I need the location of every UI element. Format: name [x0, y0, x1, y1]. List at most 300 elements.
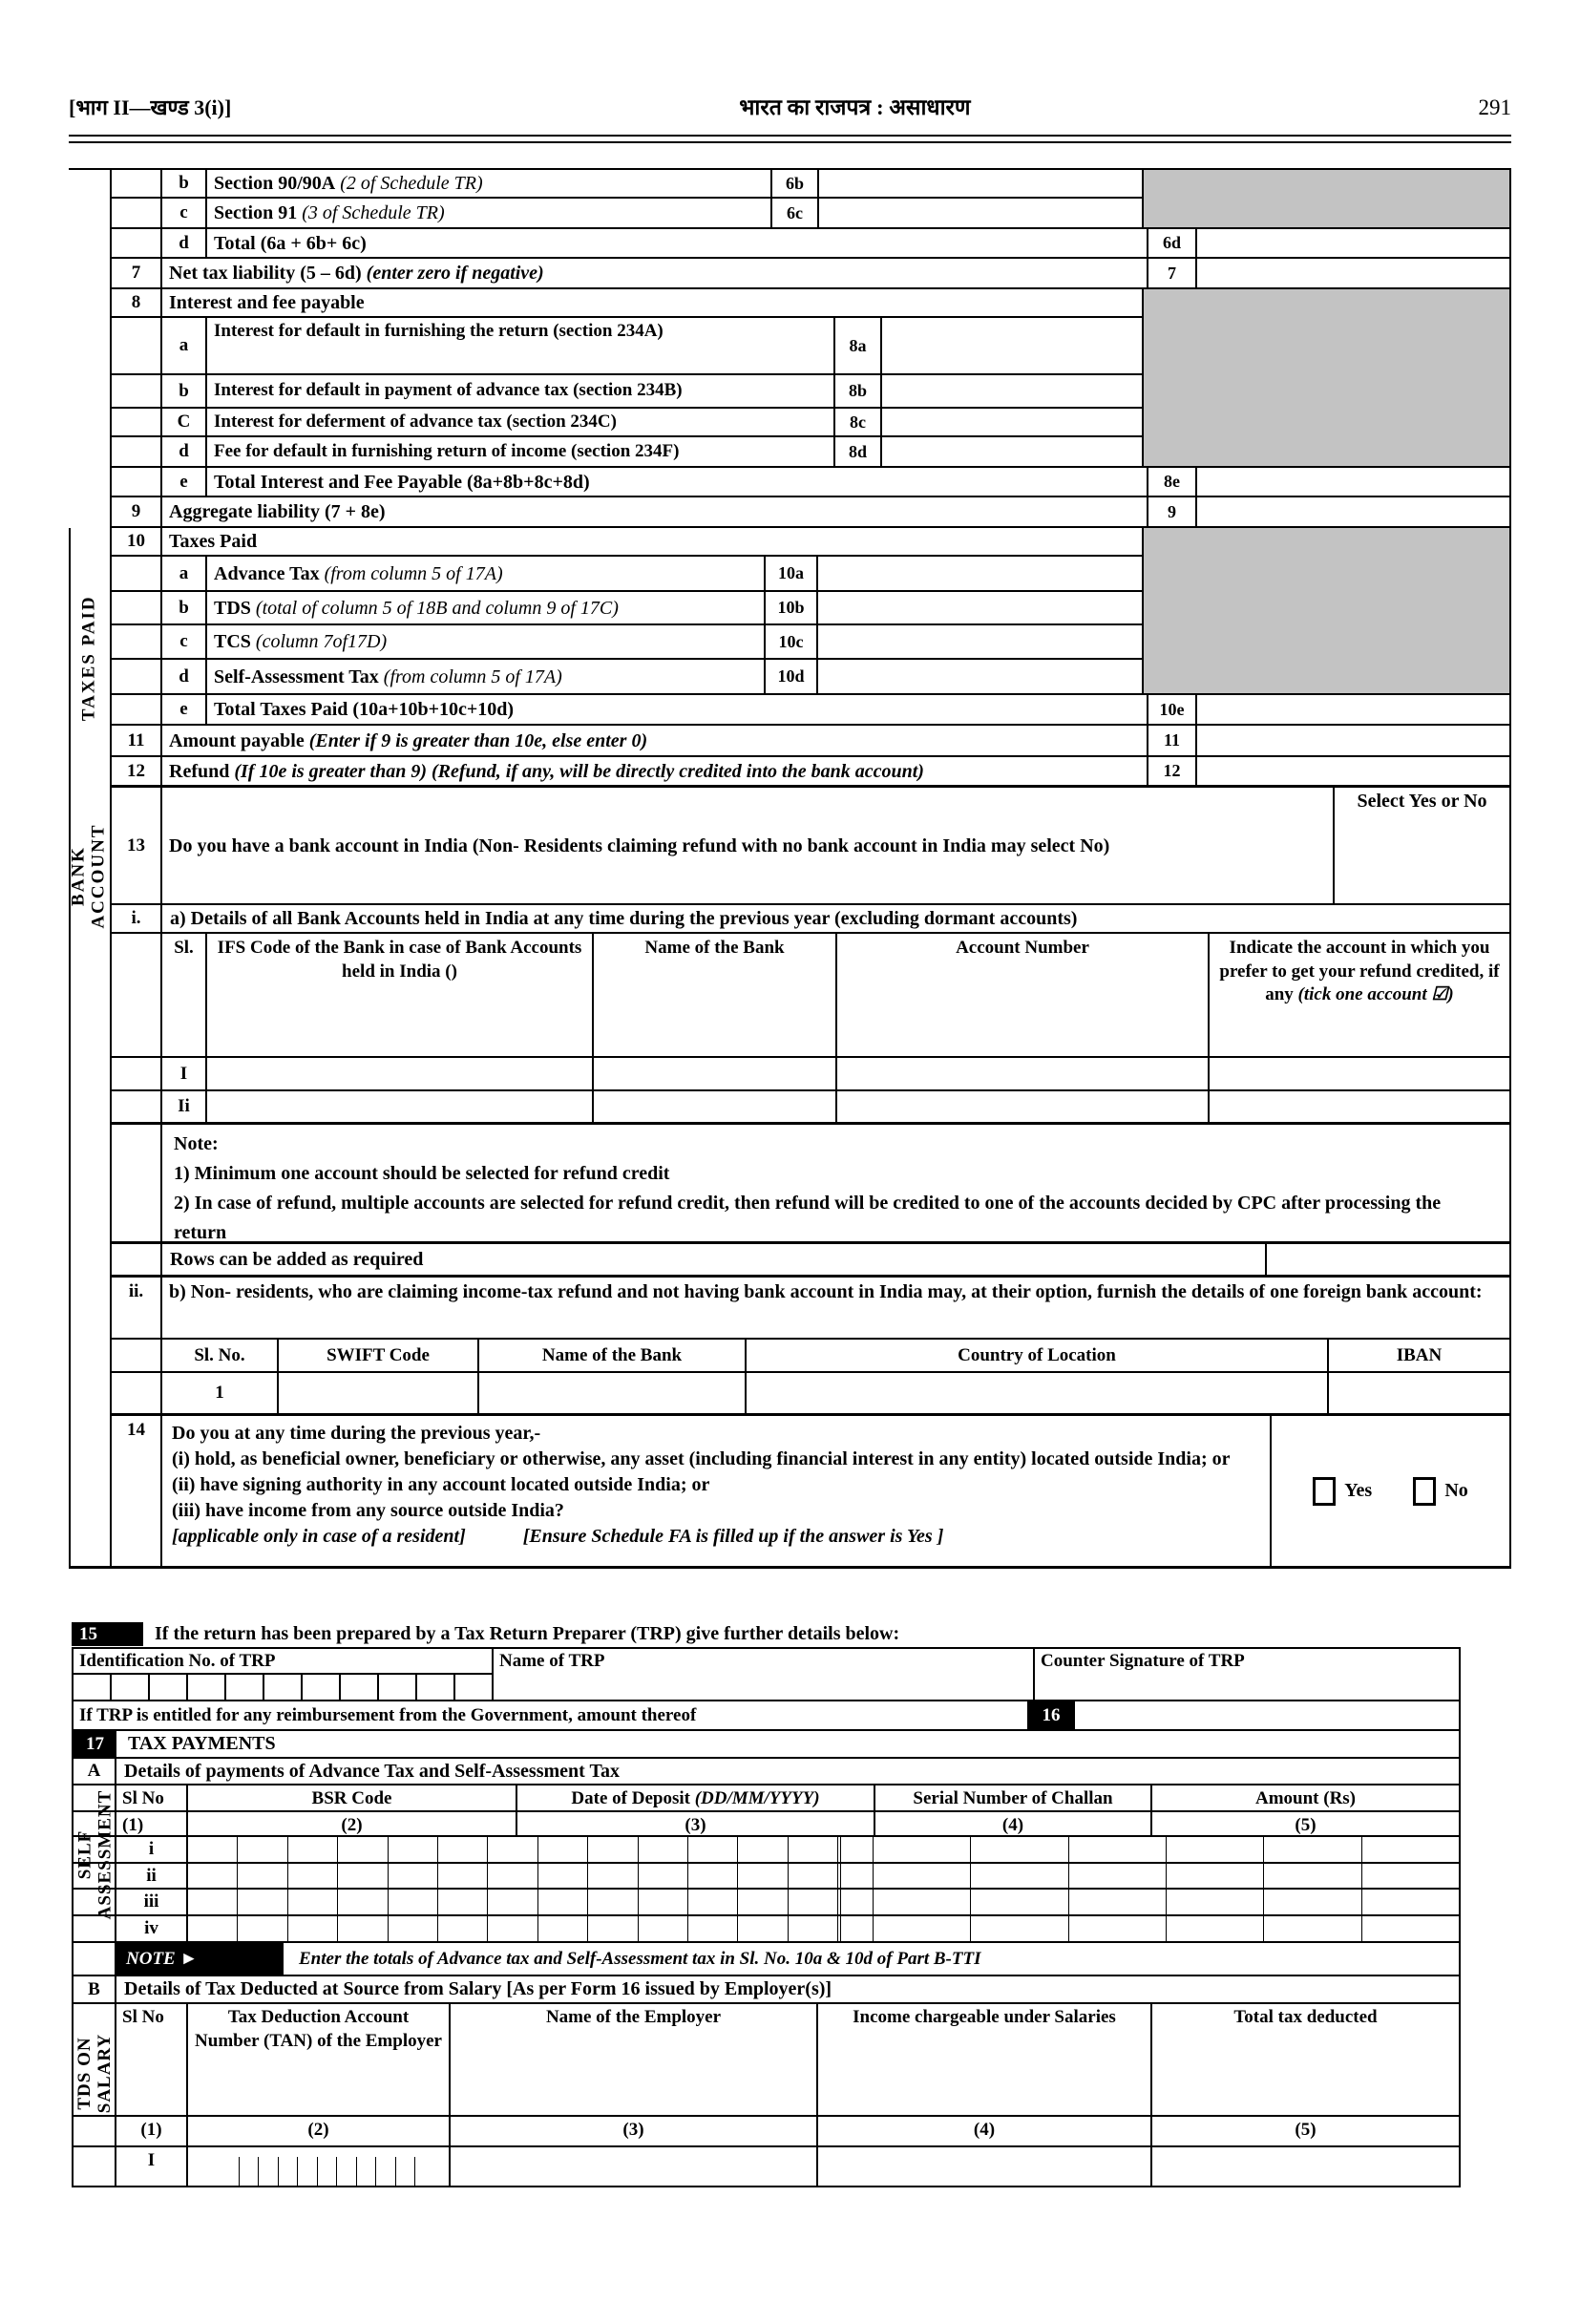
- digit-cell[interactable]: [789, 1864, 837, 1888]
- digit-cell[interactable]: [389, 1837, 438, 1862]
- value-cell[interactable]: [1195, 468, 1511, 497]
- row-number: 14: [110, 1416, 160, 1569]
- digit-cell[interactable]: [188, 1890, 238, 1914]
- tax-payments-title: TAX PAYMENTS: [128, 1733, 276, 1754]
- tan-tick-cell[interactable]: [220, 2157, 240, 2186]
- yes-checkbox[interactable]: Yes: [1313, 1477, 1372, 1506]
- col-slno-header: Sl. No.: [160, 1340, 277, 1373]
- row-label: Fee for default in furnishing return of income (section 234F): [205, 437, 833, 468]
- tti-row-12: [69, 757, 1511, 788]
- grid-cell[interactable]: [841, 1916, 874, 1941]
- col-num: (4): [875, 1812, 1152, 1835]
- row-letter: a: [160, 557, 205, 592]
- shaded-cell: [1142, 660, 1511, 695]
- no-checkbox[interactable]: No: [1413, 1477, 1467, 1506]
- grid-cell[interactable]: [841, 1837, 874, 1862]
- trp-id-cell[interactable]: [226, 1675, 264, 1700]
- india-accounts-heading: a) Details of all Bank Accounts held in India at any time during the previous year (excluding dormant accounts): [160, 905, 1511, 934]
- tax-payments-title-row: [74, 1731, 1459, 1759]
- value-cell[interactable]: [1195, 259, 1511, 289]
- digit-cell[interactable]: [738, 1890, 788, 1914]
- swift-code-field[interactable]: [277, 1373, 477, 1416]
- shaded-cell: [1142, 168, 1511, 199]
- digit-cell[interactable]: [639, 1864, 688, 1888]
- row-label: Net tax liability (5 – 6d) (enter zero if negative): [160, 259, 1147, 289]
- row-code: 8a: [833, 318, 880, 375]
- tti-row-10d: [69, 660, 1511, 695]
- side-strip: [69, 409, 110, 437]
- digit-cell[interactable]: [338, 1864, 388, 1888]
- digit-cell[interactable]: [588, 1837, 638, 1862]
- side-strip: [69, 318, 110, 375]
- section-b-letter: B: [74, 1976, 116, 2002]
- col-num: (3): [451, 2117, 818, 2145]
- shaded-cell: [1142, 318, 1511, 375]
- tan-tick-cell[interactable]: [376, 2157, 396, 2186]
- checkbox-icon: [1413, 1477, 1436, 1506]
- tan-tick-cell[interactable]: [318, 2157, 338, 2186]
- digit-cell[interactable]: [688, 1916, 738, 1941]
- col-country-header: Country of Location: [745, 1340, 1327, 1373]
- row-label: Self-Assessment Tax (from column 5 of 17A): [205, 660, 764, 695]
- row-letter: c: [160, 625, 205, 660]
- row-code: 6b: [770, 168, 817, 199]
- rows-can-be-added-note: Rows can be added as required: [160, 1244, 1265, 1278]
- digit-cell[interactable]: [238, 1837, 287, 1862]
- bank-row-1: [69, 1058, 1511, 1091]
- grid-cell[interactable]: [1362, 1837, 1459, 1862]
- col-account-number-header: Account Number: [835, 934, 1208, 1058]
- side-strip: [69, 468, 110, 497]
- tan-tick-cell[interactable]: [396, 2157, 416, 2186]
- row-number: [110, 468, 160, 497]
- side-strip: [74, 1943, 116, 1975]
- section-a-letter: A: [74, 1759, 116, 1784]
- grid-cell[interactable]: [874, 1837, 971, 1862]
- side-strip: [69, 1340, 110, 1373]
- col-num: (3): [517, 1812, 875, 1835]
- row-number: [110, 660, 160, 695]
- side-strip: [69, 259, 110, 289]
- tax-payments-section: [72, 1731, 1461, 2187]
- trp-id-cell[interactable]: [112, 1675, 150, 1700]
- grid-cell[interactable]: [874, 1916, 971, 1941]
- yes-no-cell: [1270, 1416, 1511, 1569]
- grid-cell[interactable]: [874, 1890, 971, 1914]
- shaded-cell: [1142, 437, 1511, 468]
- side-strip: [69, 1278, 110, 1340]
- tan-tick-cell[interactable]: [298, 2157, 318, 2186]
- digit-cells: [188, 1916, 837, 1941]
- col-num: (1): [116, 2117, 188, 2145]
- row-letter: a: [160, 318, 205, 375]
- digit-cell[interactable]: [238, 1916, 287, 1941]
- col-tan-header: Tax Deduction Account Number (TAN) of the Employer: [188, 2004, 451, 2115]
- digit-cell[interactable]: [438, 1890, 488, 1914]
- row-number: i.: [110, 905, 160, 934]
- section-b-row: [74, 1976, 1459, 2004]
- col-bsr-header: BSR Code: [188, 1785, 517, 1810]
- value-cell[interactable]: [880, 437, 1142, 468]
- row-label: Interest for default in payment of advance tax (section 234B): [205, 375, 833, 409]
- side-strip: [69, 168, 110, 199]
- row-number: [110, 318, 160, 375]
- digit-cell[interactable]: [188, 1837, 238, 1862]
- value-cell[interactable]: [1195, 757, 1511, 788]
- row-sl: ii: [116, 1864, 188, 1888]
- spare-cell: [1265, 1244, 1511, 1278]
- ifs-code-field[interactable]: [205, 1091, 592, 1125]
- value-cell[interactable]: [880, 318, 1142, 375]
- grid-cell[interactable]: [971, 1837, 1068, 1862]
- refund-account-tick-field[interactable]: [1208, 1058, 1511, 1091]
- tti-row-8c: [69, 409, 1511, 437]
- tti-row-10a: [69, 557, 1511, 592]
- digit-cell[interactable]: [488, 1864, 537, 1888]
- grid-cell[interactable]: [1069, 1916, 1167, 1941]
- value-cell[interactable]: [816, 557, 1142, 592]
- row-number: 13: [110, 788, 160, 905]
- trp-reimbursement-row: [72, 1701, 1461, 1731]
- row-ii-heading: [69, 1278, 1511, 1340]
- grid-cell[interactable]: [1167, 1864, 1264, 1888]
- digit-cell[interactable]: [488, 1890, 537, 1914]
- value-cell[interactable]: [816, 660, 1142, 695]
- row-code: 8b: [833, 375, 880, 409]
- section-a-row: [74, 1759, 1459, 1785]
- digit-cell[interactable]: [538, 1837, 588, 1862]
- digit-cell[interactable]: [789, 1916, 837, 1941]
- tti-row-8: [69, 289, 1511, 318]
- tan-tick-cell[interactable]: [337, 2157, 357, 2186]
- tds-on-salary-side-label: TDS ON SALARY: [74, 2034, 115, 2114]
- trp-section: [72, 1621, 1461, 1731]
- value-cell[interactable]: [1195, 229, 1511, 259]
- digit-cell[interactable]: [238, 1890, 287, 1914]
- trp-id-cell[interactable]: [150, 1675, 188, 1700]
- amount-cells: [837, 1890, 1459, 1914]
- tti-row-10c: [69, 625, 1511, 660]
- col-iban-header: IBAN: [1327, 1340, 1511, 1373]
- digit-cell[interactable]: [288, 1916, 338, 1941]
- reimbursement-label: If TRP is entitled for any reimbursement from the Government, amount thereof: [79, 1704, 697, 1725]
- digit-cell[interactable]: [789, 1837, 837, 1862]
- grid-cell[interactable]: [1069, 1837, 1167, 1862]
- grid-cell[interactable]: [1167, 1890, 1264, 1914]
- digit-cell[interactable]: [639, 1837, 688, 1862]
- row-sl: Ii: [160, 1091, 205, 1125]
- bank-name-field[interactable]: [592, 1091, 835, 1125]
- row-label: Do you at any time during the previous year,- (i) hold, as beneficial owner, beneficiary or otherwise, any asset (including financial interest in any entity) located outside India; or (ii) have signing authority in any account located outside India; or (iii) have income from any source outside India? [applicable only in case of a resident] [Ensure Schedule FA is filled up if the answer is Yes ]: [160, 1416, 1270, 1569]
- grid-cell[interactable]: [874, 1864, 971, 1888]
- digit-cell[interactable]: [288, 1864, 338, 1888]
- digit-cell[interactable]: [389, 1864, 438, 1888]
- row-number: [110, 1125, 160, 1244]
- note-label: NOTE ►: [116, 1943, 284, 1975]
- digit-cell[interactable]: [538, 1890, 588, 1914]
- side-strip: [69, 437, 110, 468]
- value-cell[interactable]: [817, 199, 1142, 229]
- trp-id-cell[interactable]: [341, 1675, 379, 1700]
- grid-cell[interactable]: [1264, 1890, 1361, 1914]
- col-slno-header: Sl No: [116, 2004, 188, 2115]
- row-number: 8: [110, 289, 160, 318]
- row-letter: c: [160, 199, 205, 229]
- grid-cell[interactable]: [971, 1864, 1068, 1888]
- side-strip: [69, 1058, 110, 1091]
- row-label: Interest for default in furnishing the return (section 234A): [205, 318, 833, 375]
- trp-id-cell[interactable]: [379, 1675, 417, 1700]
- row-label: Amount payable (Enter if 9 is greater than 10e, else enter 0): [160, 726, 1147, 757]
- digit-cell[interactable]: [438, 1864, 488, 1888]
- digit-cell[interactable]: [188, 1864, 238, 1888]
- digit-cells: [188, 1890, 837, 1914]
- row-code: 10e: [1147, 695, 1195, 726]
- digit-cell[interactable]: [688, 1890, 738, 1914]
- row-number: [110, 625, 160, 660]
- grid-cell[interactable]: [1167, 1837, 1264, 1862]
- gazette-title: भारत का राजपत्र : असाधारण: [739, 95, 971, 119]
- digit-cell[interactable]: [438, 1837, 488, 1862]
- digit-cell[interactable]: [488, 1916, 537, 1941]
- row-code: 12: [1147, 757, 1195, 788]
- value-cell[interactable]: [880, 409, 1142, 437]
- row-letter: d: [160, 437, 205, 468]
- row-label: Total Taxes Paid (10a+10b+10c+10d): [205, 695, 1147, 726]
- digit-cell[interactable]: [188, 1916, 238, 1941]
- row-label: Total (6a + 6b+ 6c): [205, 229, 1147, 259]
- row-sl: I: [160, 1058, 205, 1091]
- col-num: (5): [1295, 1815, 1317, 1835]
- tan-field[interactable]: [188, 2147, 451, 2186]
- row-letter: b: [160, 592, 205, 625]
- digit-cell[interactable]: [738, 1837, 788, 1862]
- tti-rows: [69, 168, 1511, 788]
- row-number: [110, 229, 160, 259]
- grid-cell[interactable]: [1362, 1916, 1459, 1941]
- digit-cell[interactable]: [588, 1890, 638, 1914]
- grid-cell[interactable]: [1167, 1916, 1264, 1941]
- digit-cell[interactable]: [588, 1916, 638, 1941]
- row-code: 8d: [833, 437, 880, 468]
- grid-cell[interactable]: [841, 1890, 874, 1914]
- rows-note-row: [69, 1244, 1511, 1278]
- note-row: [69, 1125, 1511, 1244]
- foreign-table-header: [69, 1340, 1511, 1373]
- row-label: TDS (total of column 5 of 18B and column 9 of 17C): [205, 592, 764, 625]
- account-number-field[interactable]: [835, 1058, 1208, 1091]
- digit-cell[interactable]: [789, 1890, 837, 1914]
- grid-cell[interactable]: [1362, 1864, 1459, 1888]
- row-number: [110, 1244, 160, 1278]
- value-cell[interactable]: [816, 592, 1142, 625]
- row-letter: e: [160, 695, 205, 726]
- digit-cell[interactable]: [438, 1916, 488, 1941]
- grid-cell[interactable]: [1264, 1916, 1361, 1941]
- grid-cell[interactable]: [1362, 1890, 1459, 1914]
- shaded-cell: [1142, 592, 1511, 625]
- trp-counter-signature-field[interactable]: Counter Signature of TRP: [1041, 1651, 1245, 1671]
- row-sl: I: [116, 2147, 188, 2186]
- row-letter: b: [160, 375, 205, 409]
- grid-cell[interactable]: [1264, 1837, 1361, 1862]
- shaded-cell: [1142, 557, 1511, 592]
- income-salary-field[interactable]: [818, 2147, 1152, 2186]
- page-header: [69, 91, 1511, 121]
- tan-tick-cell[interactable]: [240, 2157, 260, 2186]
- digit-cell[interactable]: [688, 1864, 738, 1888]
- digit-cell[interactable]: [338, 1916, 388, 1941]
- amount-cells: [837, 1837, 1459, 1862]
- grid-cell[interactable]: [1264, 1864, 1361, 1888]
- grid-cell[interactable]: [1069, 1890, 1167, 1914]
- shaded-cell: [1142, 289, 1511, 318]
- employer-name-field[interactable]: [451, 2147, 818, 2186]
- trp-id-cell[interactable]: [188, 1675, 226, 1700]
- section-a-heading: Details of payments of Advance Tax and Self-Assessment Tax: [124, 1760, 620, 1782]
- grid-cell[interactable]: [971, 1890, 1068, 1914]
- col-challan-header: Serial Number of Challan: [875, 1785, 1152, 1810]
- col-refund-account-header: Indicate the account in which you prefer to get your refund credited, if any (tick one account ☑): [1208, 934, 1511, 1058]
- row-label: Section 90/90A (2 of Schedule TR): [205, 168, 770, 199]
- side-strip: [69, 289, 110, 318]
- section-b-heading: Details of Tax Deducted at Source from Salary [As per Form 16 issued by Employer(s)]: [124, 1978, 832, 1999]
- row-number: [110, 437, 160, 468]
- tti-row-8a: [69, 318, 1511, 375]
- value-cell[interactable]: [817, 168, 1142, 199]
- digit-cell[interactable]: [639, 1890, 688, 1914]
- item-15-number: 15: [72, 1622, 143, 1646]
- row-14: [69, 1416, 1511, 1569]
- row-number: [110, 1058, 160, 1091]
- side-strip: [69, 229, 110, 259]
- trp-heading-row: [72, 1621, 1461, 1647]
- tti-row-8e: [69, 468, 1511, 497]
- tan-tick-cell[interactable]: [259, 2157, 279, 2186]
- digit-cell[interactable]: [488, 1837, 537, 1862]
- row-number: [110, 168, 160, 199]
- row-code: 8e: [1147, 468, 1195, 497]
- total-tax-field[interactable]: [1152, 2147, 1459, 2186]
- tds-salary-colnums: [74, 2117, 1459, 2147]
- advance-tax-row-ii: [74, 1864, 1459, 1890]
- side-strip: [69, 199, 110, 229]
- trp-id-cell[interactable]: [417, 1675, 455, 1700]
- row-13: [69, 788, 1511, 905]
- grid-cell[interactable]: [841, 1864, 874, 1888]
- iban-field[interactable]: [1327, 1373, 1511, 1416]
- digit-cell[interactable]: [389, 1890, 438, 1914]
- tti-row-9: [69, 497, 1511, 528]
- refund-account-tick-field[interactable]: [1208, 1091, 1511, 1125]
- value-cell[interactable]: [1195, 497, 1511, 528]
- row-code: 10a: [764, 557, 816, 592]
- col-swift-header: SWIFT Code: [277, 1340, 477, 1373]
- digit-cell[interactable]: [338, 1837, 388, 1862]
- row-sl: i: [116, 1837, 188, 1862]
- tti-row-11: [69, 726, 1511, 757]
- digit-cell[interactable]: [288, 1837, 338, 1862]
- row-number: [110, 1091, 160, 1125]
- trp-id-cell[interactable]: [303, 1675, 341, 1700]
- row-code: 11: [1147, 726, 1195, 757]
- tds-salary-header: [74, 2004, 1459, 2117]
- digit-cell[interactable]: [538, 1916, 588, 1941]
- col-num: (5): [1295, 2120, 1317, 2140]
- digit-cell[interactable]: [538, 1864, 588, 1888]
- trp-id-cell[interactable]: [264, 1675, 303, 1700]
- row-letter: e: [160, 468, 205, 497]
- side-strip: [69, 1373, 110, 1416]
- tan-tick-cell[interactable]: [415, 2157, 434, 2186]
- value-cell[interactable]: [1195, 695, 1511, 726]
- bank-note: Note: 1) Minimum one account should be selected for refund credit 2) In case of refund, multiple accounts are selected for refund credit, then refund will be credited to one of the accounts decided by CPC after processing the return: [160, 1125, 1511, 1244]
- tti-row-6d: [69, 229, 1511, 259]
- value-cell[interactable]: [816, 625, 1142, 660]
- row-number: 7: [110, 259, 160, 289]
- digit-cell[interactable]: [738, 1916, 788, 1941]
- col-num: (4): [818, 2117, 1152, 2145]
- ifs-code-field[interactable]: [205, 1058, 592, 1091]
- country-field[interactable]: [745, 1373, 1327, 1416]
- side-strip: [69, 1244, 110, 1278]
- digit-cell[interactable]: [338, 1890, 388, 1914]
- trp-table: [72, 1647, 1461, 1701]
- row-label: Total Interest and Fee Payable (8a+8b+8c+8d): [205, 468, 1147, 497]
- tan-tick-cell[interactable]: [357, 2157, 377, 2186]
- value-cell[interactable]: [880, 375, 1142, 409]
- trp-name-field[interactable]: Name of TRP: [494, 1649, 1035, 1700]
- select-yes-no-cell[interactable]: Select Yes or No: [1333, 788, 1511, 905]
- grid-cell[interactable]: [971, 1916, 1068, 1941]
- digit-cell[interactable]: [588, 1864, 638, 1888]
- account-number-field[interactable]: [835, 1091, 1208, 1125]
- digit-cell[interactable]: [389, 1916, 438, 1941]
- tan-tick-cell[interactable]: [279, 2157, 299, 2186]
- col-slno-header: Sl No: [116, 1785, 188, 1810]
- digit-cell[interactable]: [238, 1864, 287, 1888]
- value-cell[interactable]: [1195, 726, 1511, 757]
- tti-row-6b: [69, 168, 1511, 199]
- item-17-number: 17: [74, 1731, 116, 1757]
- digit-cell[interactable]: [288, 1890, 338, 1914]
- row-number: [110, 934, 160, 1058]
- reimbursement-amount-field[interactable]: [1075, 1701, 1459, 1729]
- grid-cell[interactable]: [1069, 1864, 1167, 1888]
- self-assessment-side-label: SELF ASSESSMENT: [74, 1789, 115, 1920]
- row-number: 9: [110, 497, 160, 528]
- trp-id-cell[interactable]: [74, 1675, 112, 1700]
- row-code: 10c: [764, 625, 816, 660]
- col-num: (2): [188, 1812, 517, 1835]
- col-num: (1): [116, 1812, 188, 1835]
- row-number: [110, 199, 160, 229]
- digit-cell[interactable]: [688, 1837, 738, 1862]
- tti-row-8d: [69, 437, 1511, 468]
- bank-row-2: [69, 1091, 1511, 1125]
- bank-name-field[interactable]: [592, 1058, 835, 1091]
- shaded-cell: [1142, 528, 1511, 557]
- taxes-paid-side-label: TAXES PAID: [78, 595, 99, 721]
- digit-cell[interactable]: [639, 1916, 688, 1941]
- row-letter: b: [160, 168, 205, 199]
- col-income-header: Income chargeable under Salaries: [818, 2004, 1152, 2115]
- row-code: 10b: [764, 592, 816, 625]
- shaded-cell: [1142, 199, 1511, 229]
- digit-cell[interactable]: [738, 1864, 788, 1888]
- foreign-bank-name-field[interactable]: [477, 1373, 745, 1416]
- advance-tax-colnums: [74, 1812, 1459, 1837]
